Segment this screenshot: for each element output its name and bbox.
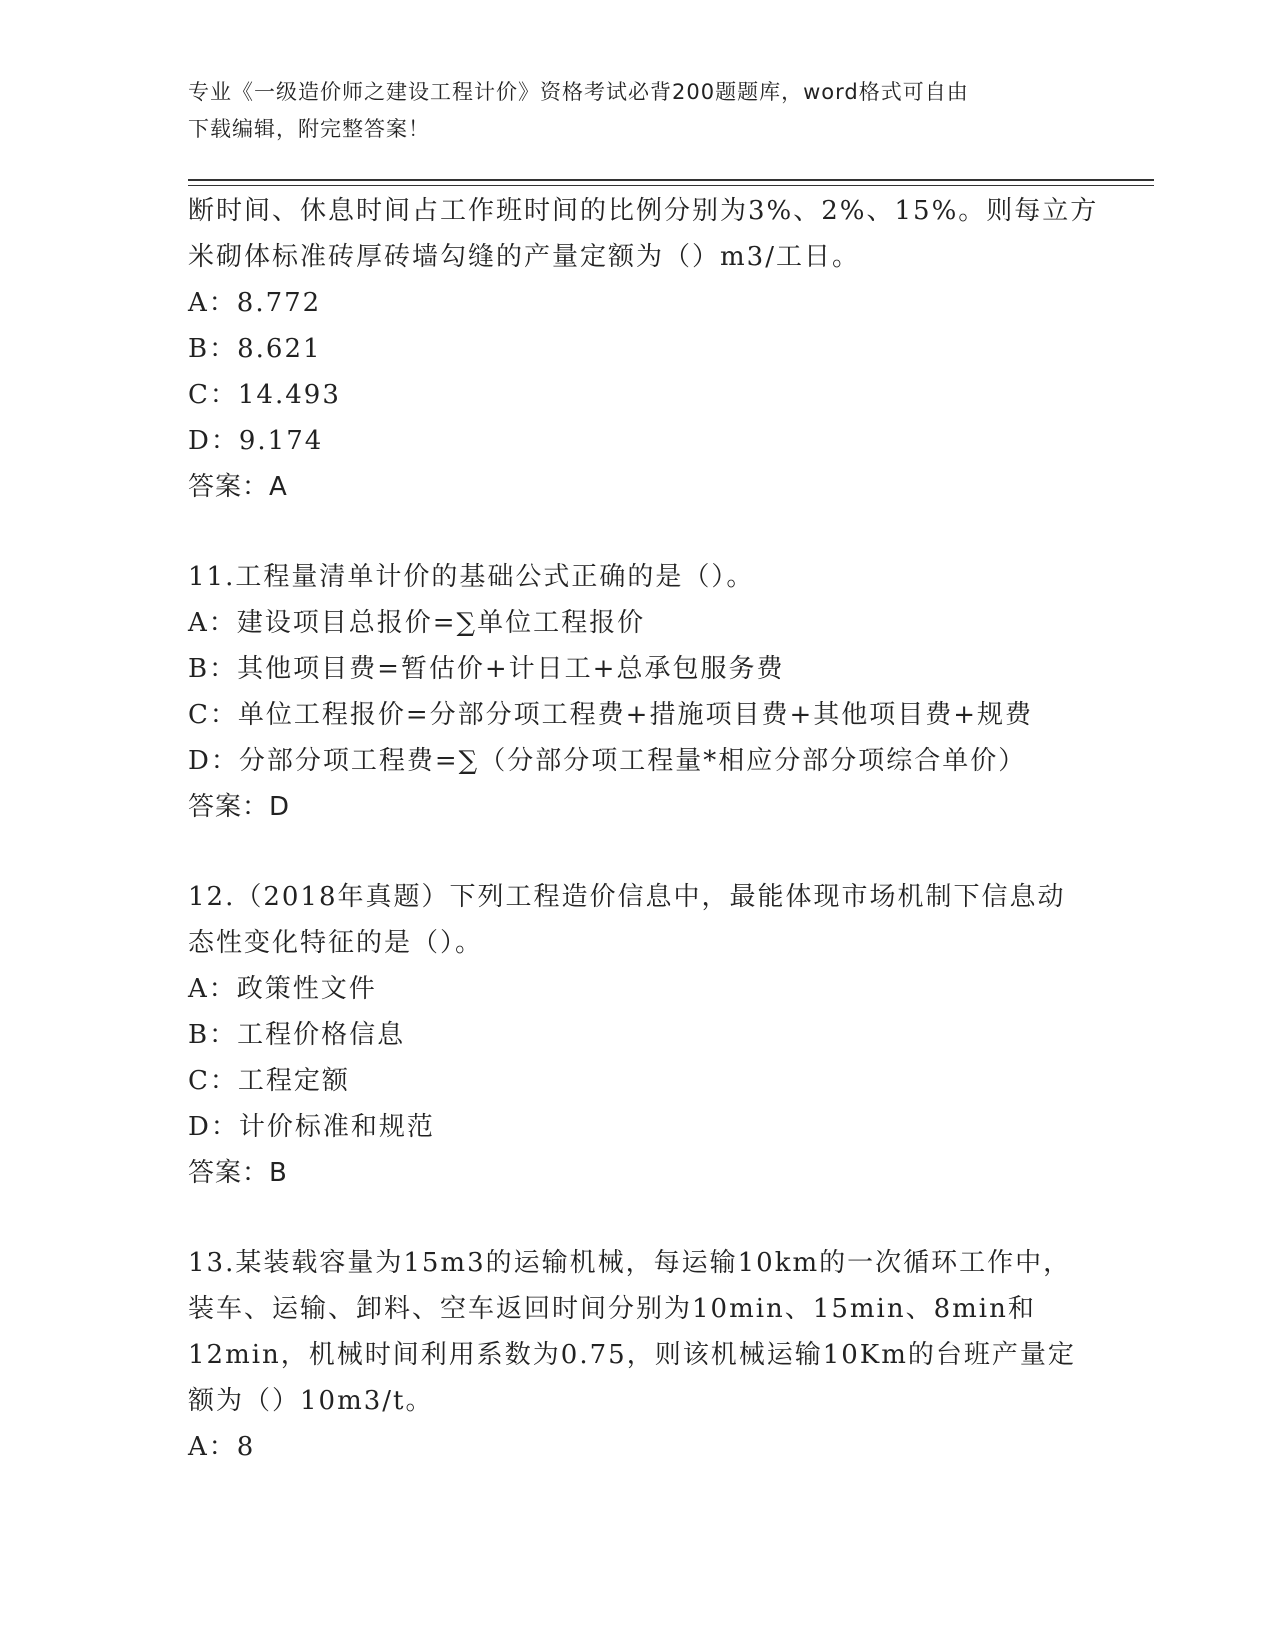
header-divider-thick: [188, 179, 1154, 181]
option-b: B：其他项目费=暂估价+计日工+总承包服务费: [188, 654, 785, 684]
question-stem-line: 额为（）10m3/t。: [188, 1386, 434, 1416]
header-divider-thin: [188, 185, 1154, 186]
option-d: D：分部分项工程费=∑（分部分项工程量*相应分部分项综合单价）: [188, 746, 1027, 776]
option-b: B：工程价格信息: [188, 1020, 406, 1050]
option-c: C：单位工程报价=分部分项工程费+措施项目费+其他项目费+规费: [188, 700, 1034, 730]
option-b: B：8.621: [188, 334, 322, 364]
spacer: [188, 1196, 1138, 1240]
question-stem-line: 装车、运输、卸料、空车返回时间分别为10min、15min、8min和: [188, 1294, 1036, 1324]
question-stem-line: 11.工程量清单计价的基础公式正确的是（）。: [188, 562, 755, 592]
document-header: [188, 74, 1068, 148]
option-a: A：建设项目总报价=∑单位工程报价: [188, 608, 646, 638]
answer-line: 答案：B: [188, 1158, 288, 1188]
option-d: D：9.174: [188, 426, 324, 456]
option-a: A：政策性文件: [188, 974, 377, 1004]
question-11: [188, 554, 1138, 830]
spacer: [188, 510, 1138, 554]
option-d: D：计价标准和规范: [188, 1112, 435, 1142]
answer-line: 答案：A: [188, 472, 288, 502]
header-line-1: 专业《一级造价师之建设工程计价》资格考试必背200题题库，word格式可自由: [188, 80, 969, 104]
question-stem-line: 态性变化特征的是（）。: [188, 928, 484, 958]
question-list: [188, 188, 1138, 1470]
option-a: A：8.772: [188, 288, 322, 318]
question-10: [188, 188, 1138, 510]
header-line-2: 下载编辑，附完整答案！: [188, 117, 430, 141]
option-c: C：14.493: [188, 380, 341, 410]
question-stem-line: 米砌体标准砖厚砖墙勾缝的产量定额为（）m3/工日。: [188, 242, 860, 272]
question-stem-line: 断时间、休息时间占工作班时间的比例分别为3%、2%、15%。则每立方: [188, 196, 1099, 226]
option-c: C：工程定额: [188, 1066, 350, 1096]
option-a: A：8: [188, 1432, 256, 1462]
spacer: [188, 830, 1138, 874]
question-13: [188, 1240, 1138, 1470]
answer-line: 答案：D: [188, 792, 291, 822]
question-stem-line: 12min，机械时间利用系数为0.75，则该机械运输10Km的台班产量定: [188, 1340, 1076, 1370]
question-stem-line: 13.某装载容量为15m3的运输机械，每运输10km的一次循环工作中，: [188, 1248, 1072, 1278]
question-12: [188, 874, 1138, 1196]
question-stem-line: 12.（2018年真题）下列工程造价信息中，最能体现市场机制下信息动: [188, 882, 1066, 912]
